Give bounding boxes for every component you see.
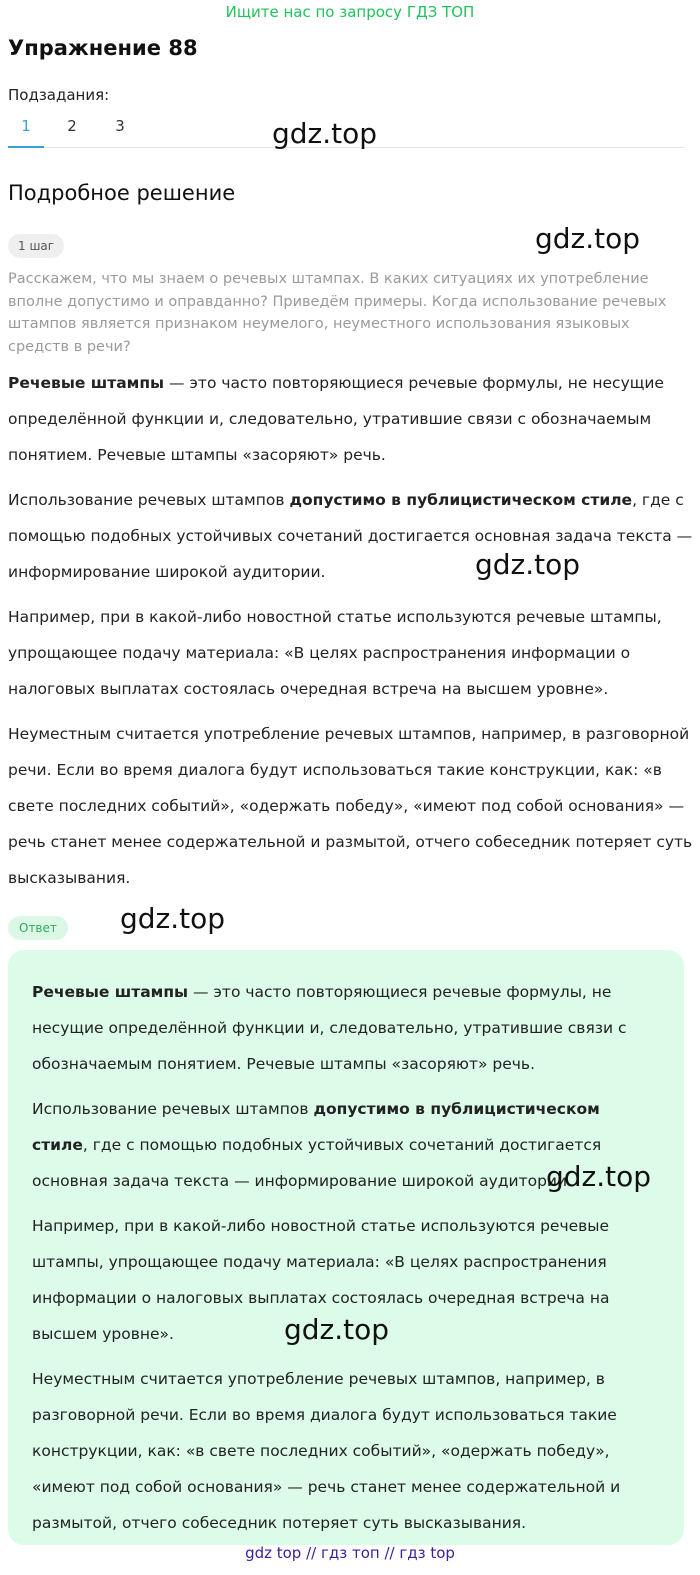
solution-paragraph-example: Например, при в какой-либо новостной статье используются речевые штампы, упрощающее подачу материала: «В целях распространения информации о налоговых выплатах состоялась очередная встреча на высшем уровне». [8, 608, 662, 698]
answer-box [8, 950, 684, 1545]
usage-end: , где с помощью подобных устойчивых сочетаний достигается основная задача текста — информирование широкой аудитории. [32, 1136, 602, 1190]
watermark: gdz.top [120, 902, 226, 935]
watermark: gdz.top [535, 222, 641, 255]
solution-body [8, 365, 696, 905]
usage-end: , где с помощью подобных устойчивых сочетаний достигается основная задача текста — информирование широкой аудитории. [8, 491, 693, 581]
answer-paragraph-definition [32, 974, 658, 1082]
step-badge: 1 шаг [8, 234, 64, 258]
footer-links[interactable]: gdz top // гдз топ // гдз top [245, 1544, 455, 1562]
solution-paragraph-usage [8, 482, 696, 590]
solution-title: Подробное решение [8, 181, 236, 205]
subtask-tab-label: 2 [67, 117, 77, 135]
exercise-title: Упражнение 88 [8, 36, 198, 60]
subtask-tab-2[interactable] [54, 112, 90, 146]
solution-paragraph-inappropriate: Неуместным считается употребление речевых штампов, например, в разговорной речи. Если во время диалога будут использоваться такие конструкции, как: «в свете последних событий», «одержать победу», «имеют под собой основания» — речь станет менее содержательной и размытой, отчего собеседник потеряет суть высказывания. [8, 725, 693, 887]
subtask-tab-label: 3 [115, 117, 125, 135]
definition-text: — это часто повторяющиеся речевые формулы, не несущие определённой функции и, следовательно, утратившие связи с обозначаемым понятием. Речевые штампы «засоряют» речь. [32, 983, 627, 1073]
subtask-tab-3[interactable] [102, 112, 138, 146]
definition-text: — это часто повторяющиеся речевые формулы, не несущие определённой функции и, следовательно, утратившие связи с обозначаемым понятием. Речевые штампы «засоряют» речь. [8, 374, 664, 464]
term-bold: Речевые штампы [32, 983, 189, 1001]
answer-paragraph-inappropriate: Неуместным считается употребление речевых штампов, например, в разговорной речи. Если во время диалога будут использоваться такие конструкции, как: «в свете последних событий», «одержать победу», «имеют под собой основания» — речь станет менее содержательной и размытой, отчего собеседник потеряет суть высказывания. [32, 1370, 621, 1532]
usage-bold: допустимо в публицистическом стиле [32, 1100, 600, 1154]
subtasks-label: Подзадания: [8, 86, 110, 104]
answer-badge: Ответ [8, 916, 68, 940]
subtask-tab-1[interactable] [8, 112, 44, 146]
top-banner[interactable]: Ищите нас по запросу ГДЗ ТОП [225, 3, 475, 21]
answer-body [32, 974, 658, 1541]
watermark: gdz.top [272, 117, 378, 150]
answer-paragraph-example: Например, при в какой-либо новостной статье используются речевые штампы, упрощающее подачу материала: «В целях распространения информации о налоговых выплатах состоялась очередная встреча на высшем уровне». [32, 1217, 610, 1343]
watermark: gdz.top [475, 548, 581, 581]
watermark: gdz.top [284, 1313, 390, 1346]
usage-start: Использование речевых штампов [32, 1100, 314, 1118]
usage-start: Использование речевых штампов [8, 491, 290, 509]
subtask-tab-label: 1 [21, 117, 31, 135]
watermark: gdz.top [546, 1160, 652, 1193]
term-bold: Речевые штампы [8, 374, 165, 392]
active-tab-indicator [8, 146, 44, 148]
question-text: Расскажем, что мы знаем о речевых штампах. В каких ситуациях их употребление вполне допустимо и оправданно? Приведём примеры. Когда использование речевых штампов является признаком неумелого, неуместного использования языковых средств в речи? [8, 271, 667, 355]
usage-bold: допустимо в публицистическом стиле [289, 491, 633, 509]
solution-paragraph-definition [8, 365, 696, 473]
